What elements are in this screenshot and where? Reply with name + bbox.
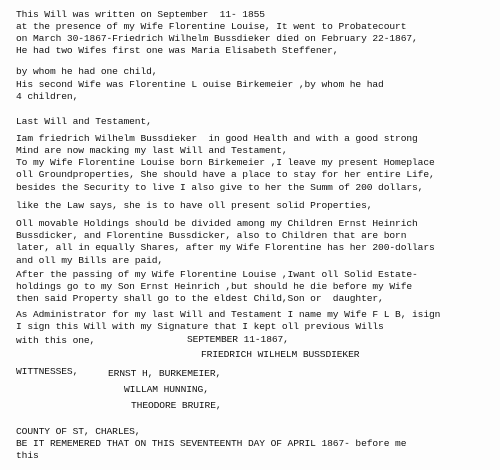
will-line-2: Mind are now macking my last Will and Testament,	[16, 145, 288, 156]
will-line-7: Oll movable Holdings should be divided among my Children Ernst Heinrich	[16, 218, 418, 229]
signature-name: FRIEDRICH WILHELM BUSSDIEKER	[201, 349, 360, 360]
will-line-3: To my Wife Florentine Louise born Birkemeier ,I leave my present Homeplace	[16, 157, 435, 168]
intro-line-4: He had two Wifes first one was Maria Elisabeth Steffener,	[16, 45, 339, 56]
intro-line-3: on March 30-1867-Friedrich Wilhelm Bussdieker died on February 22-1867,	[16, 33, 418, 44]
will-line-6: like the Law says, she is to have oll present solid Properties,	[16, 200, 373, 211]
will-line-10: and oll my Bills are paid,	[16, 255, 164, 266]
intro-line-1: This Will was written on September 11- 1855	[16, 9, 265, 20]
witness-3: THEODORE BRUIRE,	[131, 400, 222, 411]
will-line-14: As Administrator for my last Will and Testament I name my Wife F L B, isign	[16, 309, 441, 320]
will-line-16: with this one,	[16, 335, 96, 346]
witnesses-label: WITTNESSES,	[16, 366, 79, 377]
will-line-1: Iam friedrich Wilhelm Bussdieker in good Health and with a good strong	[16, 133, 418, 144]
intro-line-7: 4 children,	[16, 91, 79, 102]
will-line-8: Bussdicker, and Florentine Bussdicker, also to Children that are born	[16, 230, 407, 241]
will-line-9: later, all in equally Shares, after my Wife Florentine has her 200-dollars	[16, 242, 435, 253]
will-line-11: After the passing of my Wife Florentine Louise ,Iwant oll Solid Estate-	[16, 269, 418, 280]
will-line-15: I sign this Will with my Signature that I kept oll previous Wills	[16, 321, 384, 332]
will-line-4: oll Groundproperties, She should have a place to stay for her entire Life,	[16, 169, 435, 180]
intro-line-2: at the presence of my Wife Florentine Louise, It went to Probatecourt	[16, 21, 407, 32]
will-heading: Last Will and Testament,	[16, 116, 152, 127]
will-line-5: besides the Security to live I also give to her the Summ of 200 dollars,	[16, 182, 424, 193]
intro-line-6: His second Wife was Florentine L ouise Birkemeier ,by whom he had	[16, 79, 384, 90]
will-line-12: holdings go to my Son Ernst Heinrich ,but should he die before my Wife	[16, 281, 413, 292]
closing-line-3: this	[16, 450, 39, 461]
witness-2: WILLAM HUNNING,	[124, 384, 209, 395]
intro-line-5: by whom he had one child,	[16, 66, 158, 77]
signature-date: SEPTEMBER 11-1867,	[187, 334, 289, 345]
closing-line-1: COUNTY OF ST, CHARLES,	[16, 426, 141, 437]
will-line-13: then said Property shall go to the eldest Child,Son or daughter,	[16, 293, 384, 304]
witness-1: ERNST H, BURKEMEIER,	[108, 368, 222, 379]
closing-line-2: BE IT REMEMERED THAT ON THIS SEVENTEENTH DAY OF APRIL 1867- before me	[16, 438, 407, 449]
